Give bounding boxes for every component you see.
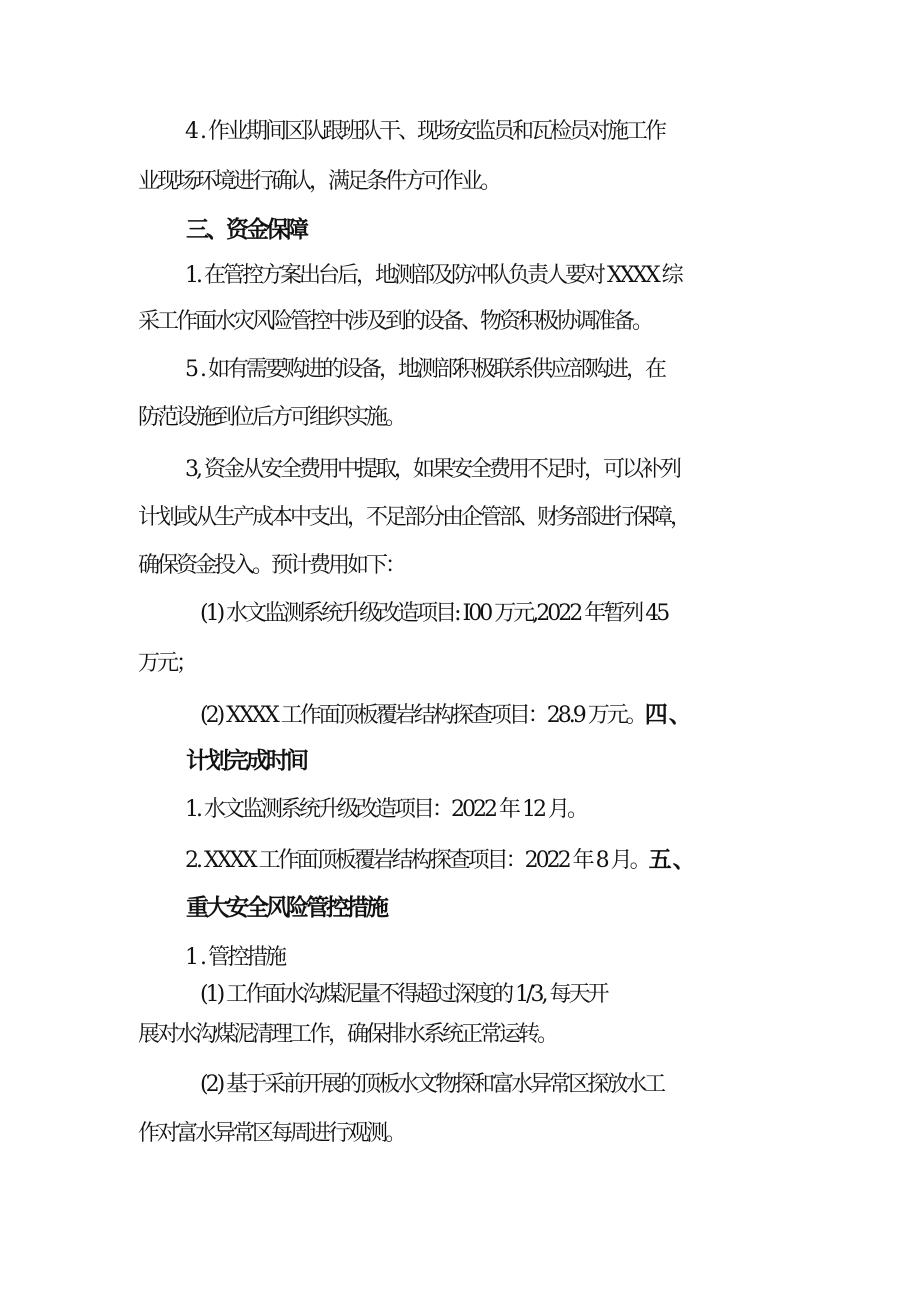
paragraph-line xyxy=(0,845,920,876)
paragraph-line: 1. 水文监测系统升级改造项目：2022 年 12 月。 xyxy=(185,797,586,822)
paragraph-line: 业现场环境进行确认，满足条件方可作业。 xyxy=(138,169,500,194)
line-text: (2) XXXX 工作面顶板覆岩结构探查项目：28.9 万元。 xyxy=(200,703,645,728)
section-number-5: 五、 xyxy=(648,847,697,873)
paragraph-line: (1) 工作面水沟煤泥量不得超过深度的 1/3, 每天开 xyxy=(200,982,607,1007)
paragraph-line: 采工作面水灾风险管控中涉及到的设备、物资积极协调准备。 xyxy=(138,309,652,334)
paragraph-line: 1 . 管控措施 xyxy=(185,945,284,970)
paragraph-line: 确保资金投入。预计费用如下： xyxy=(138,553,405,578)
section-heading-3: 三、资金保障 xyxy=(186,217,306,243)
paragraph-line: 防范设施到位后方可组织实施。 xyxy=(138,405,405,430)
line-text: 2. XXXX 工作面顶板覆岩结构探查项目：2022 年 8 月。 xyxy=(185,848,649,873)
paragraph-line: 计划或从生产成本中支出，不足部分由企管部、财务部进行保障， xyxy=(138,505,690,530)
paragraph-line: 1. 在管控方案出台后，地测部及防冲队负责人要对 XXXX 综 xyxy=(185,263,681,288)
paragraph-line: 作对富水异常区每周进行观测。 xyxy=(138,1121,405,1146)
paragraph-line xyxy=(0,700,920,731)
paragraph-line: 3, 资金从安全费用中提取，如果安全费用不足时，可以补列 xyxy=(185,457,679,482)
paragraph-line: (2) 基于采前开展的顶板水文物探和富水异常区探放水工 xyxy=(200,1072,664,1097)
paragraph-line: 5 . 如有需要购进的设备，地测部积极联系供应部购进，在 xyxy=(185,357,664,382)
paragraph-line: 万元； xyxy=(138,651,196,676)
section-heading-4: 计划完成时间 xyxy=(186,748,306,774)
paragraph-line: (1) 水文监测系统升级改造项目: I00 万元,2022 年暂列 45 xyxy=(200,601,668,626)
paragraph-line: 展对水沟煤泥清理工作，确保排水系统正常运转。 xyxy=(138,1022,557,1047)
section-heading-5: 重大安全风险管控措施 xyxy=(186,895,386,921)
paragraph-line: 4 . 作业期间区队跟班队干、现场安监员和瓦检员对施工作 xyxy=(185,119,664,144)
section-number-4: 四、 xyxy=(644,702,693,728)
